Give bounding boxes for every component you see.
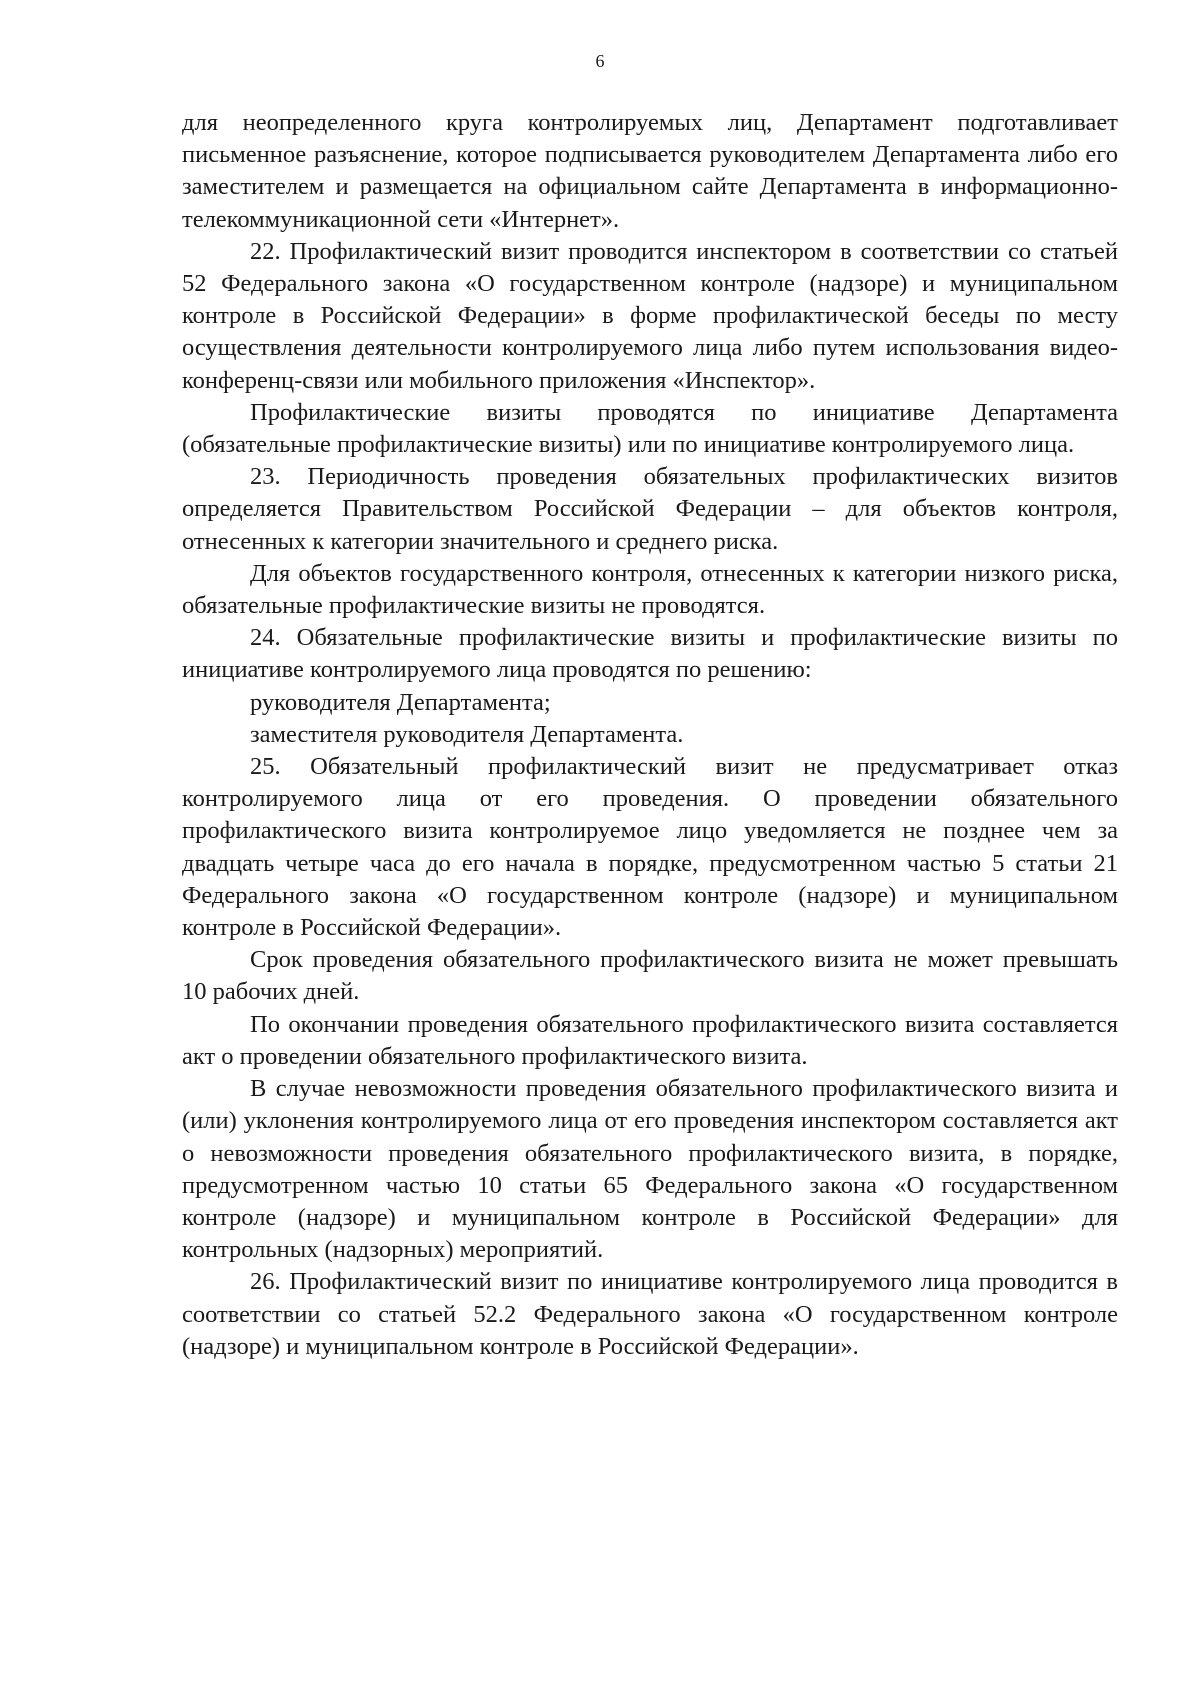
paragraph-item-22: 22. Профилактический визит проводится инспектором в соответствии со статьей 52 Федерального закона «О государственном контроле (надзоре) и муниципальном контроле в Российской Федерации» в форме профилактической беседы по месту осуществления деятельности контролируемого лица либо путем использования видео-конференц-связи или мобильного приложения «Инспектор». [182,237,1118,394]
paragraph-visit-duration: Срок проведения обязательного профилактического визита не может превышать 10 рабочих дней. [182,946,1118,1006]
paragraph-item-23: 23. Периодичность проведения обязательных профилактических визитов определяется Правительством Российской Федерации – для объектов контроля, отнесенных к категории значительного и среднего риска. [182,463,1118,555]
paragraph-visit-act: По окончании проведения обязательного профилактического визита составляется акт о проведении обязательного профилактического визита. [182,1010,1118,1070]
list-item-head: руководителя Департамента; [250,688,551,716]
paragraph-item-24: 24. Обязательные профилактические визиты и профилактические визиты по инициативе контролируемого лица проводятся по решению: [182,624,1118,684]
paragraph-visit-initiative: Профилактические визиты проводятся по инициативе Департамента (обязательные профилактические визиты) или по инициативе контролируемого лица. [182,398,1118,459]
paragraph-low-risk: Для объектов государственного контроля, отнесенных к категории низкого риска, обязательные профилактические визиты не проводятся. [182,559,1118,620]
paragraph-item-26: 26. Профилактический визит по инициативе контролируемого лица проводится в соответствии со статьей 52.2 Федерального закона «О государственном контроле (надзоре) и муниципальном контроле в Российской Федерации». [182,1268,1118,1360]
page-number: 6 [595,51,605,71]
paragraph-impossibility-act: В случае невозможности проведения обязательного профилактического визита и (или) уклонения контролируемого лица от его проведения инспектором составляется акт о невозможности проведения обязательного профилактического визита, в порядке, предусмотренном частью 10 статьи 65 Федерального закона «О государственном контроле (надзоре) и муниципальном контроле в Российской Федерации» для контрольных (надзорных) мероприятий. [182,1075,1118,1264]
list-item-deputy: заместителя руководителя Департамента. [250,720,684,748]
paragraph-item-25: 25. Обязательный профилактический визит не предусматривает отказ контролируемого лица от его проведения. О проведении обязательного профилактического визита контролируемое лицо уведомляется не позднее чем за двадцать четыре часа до его начала в порядке, предусмотренном частью 5 статьи 21 Федерального закона «О государственном контроле (надзоре) и муниципальном контроле в Российской Федерации». [182,753,1118,942]
document-body [182,107,1118,1363]
paragraph-continuation: для неопределенного круга контролируемых лиц, Департамент подготавливает письменное разъяснение, которое подписывается руководителем Департамента либо его заместителем и размещается на официальном сайте Департамента в информационно-телекоммуникационной сети «Интернет». [182,109,1118,233]
